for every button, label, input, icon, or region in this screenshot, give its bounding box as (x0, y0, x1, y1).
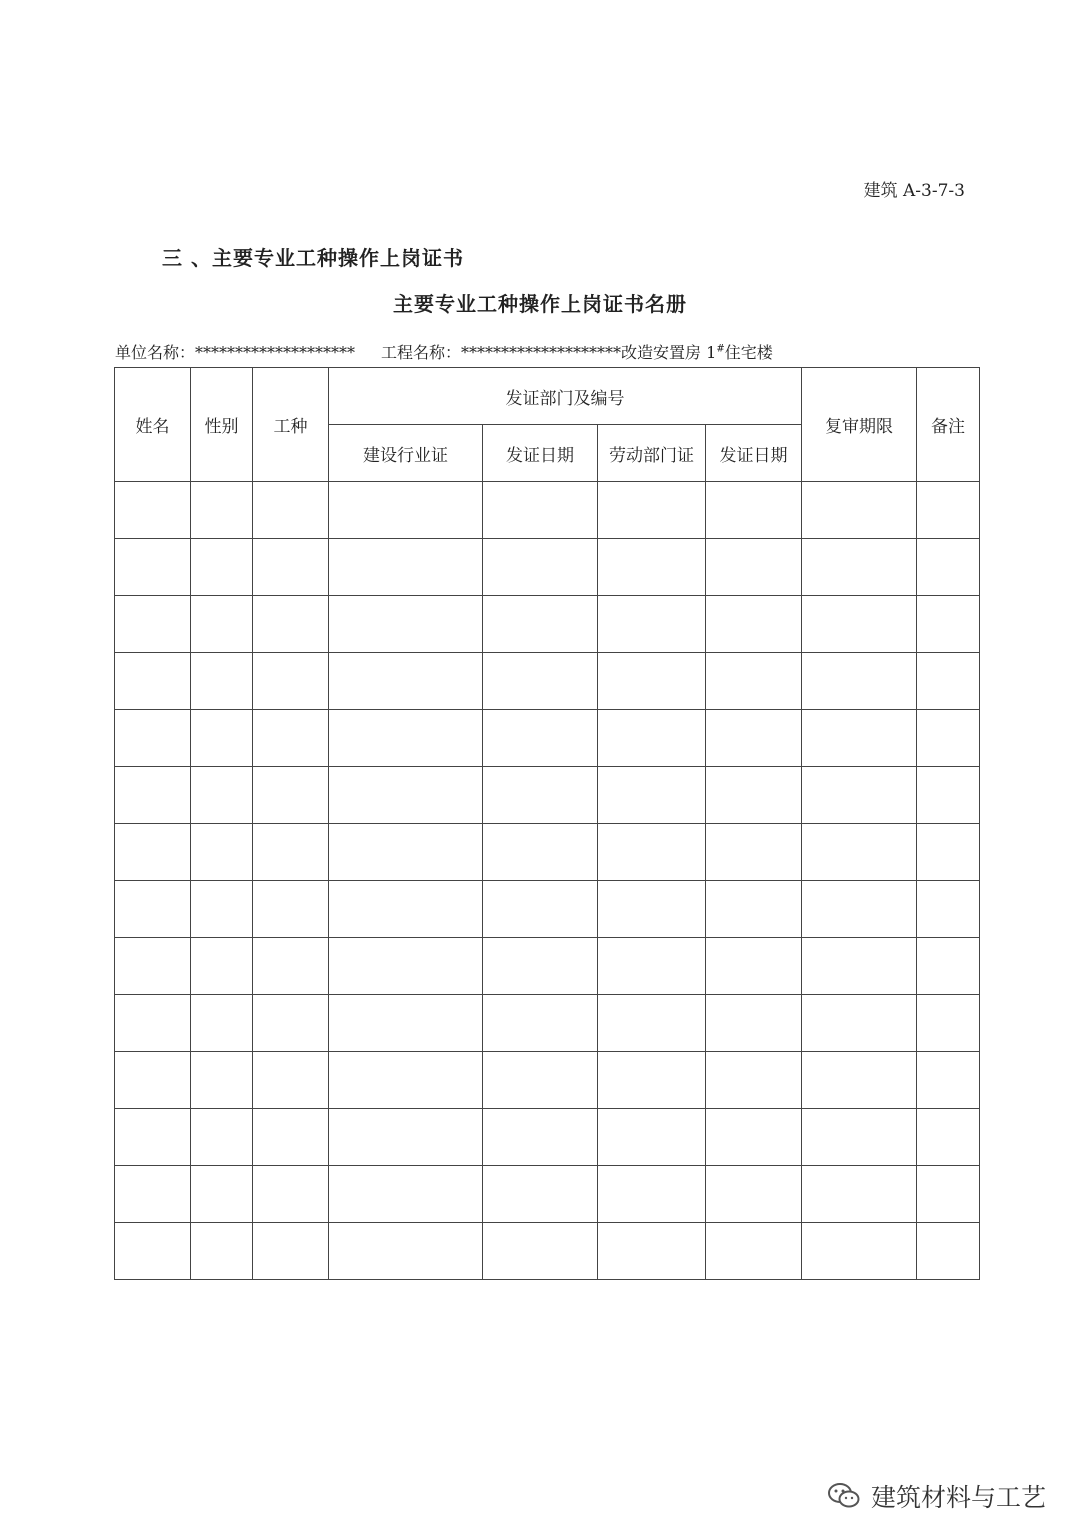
table-cell[interactable] (802, 938, 917, 995)
table-cell[interactable] (706, 1166, 802, 1223)
table-cell[interactable] (917, 653, 980, 710)
project-superscript: # (716, 343, 725, 355)
table-cell[interactable] (598, 653, 706, 710)
table-cell[interactable] (115, 995, 191, 1052)
table-cell[interactable] (329, 1166, 483, 1223)
table-cell[interactable] (706, 710, 802, 767)
table-cell[interactable] (802, 1166, 917, 1223)
table-cell[interactable] (598, 1166, 706, 1223)
table-cell[interactable] (191, 539, 253, 596)
table-cell[interactable] (483, 1166, 598, 1223)
table-cell[interactable] (802, 881, 917, 938)
table-cell[interactable] (706, 653, 802, 710)
project-label: 工程名称： (381, 343, 462, 362)
table-cell[interactable] (598, 938, 706, 995)
table-cell[interactable] (706, 482, 802, 539)
table-row (115, 1166, 980, 1223)
table-cell[interactable] (917, 995, 980, 1052)
table-row (115, 995, 980, 1052)
unit-value: ******************** (195, 343, 356, 362)
table-cell[interactable] (802, 596, 917, 653)
table-cell[interactable] (917, 1052, 980, 1109)
table-cell[interactable] (253, 881, 329, 938)
table-row (115, 539, 980, 596)
table-cell[interactable] (253, 767, 329, 824)
table-cell[interactable] (115, 1223, 191, 1280)
table-cell[interactable] (253, 482, 329, 539)
table-cell[interactable] (802, 767, 917, 824)
table-cell[interactable] (802, 482, 917, 539)
table-cell[interactable] (253, 1109, 329, 1166)
table-cell[interactable] (917, 710, 980, 767)
header-review-period: 复审期限 (802, 368, 917, 482)
table-cell[interactable] (802, 995, 917, 1052)
table-cell[interactable] (191, 1109, 253, 1166)
table-cell[interactable] (329, 881, 483, 938)
table-cell[interactable] (253, 596, 329, 653)
table-cell[interactable] (917, 824, 980, 881)
table-cell[interactable] (917, 938, 980, 995)
table-cell[interactable] (706, 596, 802, 653)
unit-label: 单位名称： (115, 343, 196, 362)
table-cell[interactable] (598, 824, 706, 881)
header-construction-cert: 建设行业证 (329, 425, 483, 482)
table-cell[interactable] (598, 1223, 706, 1280)
table-cell[interactable] (706, 539, 802, 596)
table-cell[interactable] (191, 938, 253, 995)
table-cell[interactable] (115, 539, 191, 596)
table-cell[interactable] (191, 596, 253, 653)
section-title: 三 、主要专业工种操作上岗证书 (162, 246, 464, 270)
table-cell[interactable] (329, 938, 483, 995)
table-cell[interactable] (598, 995, 706, 1052)
table-cell[interactable] (598, 539, 706, 596)
table-row (115, 824, 980, 881)
table-cell[interactable] (329, 1223, 483, 1280)
table-cell[interactable] (706, 1052, 802, 1109)
table-cell[interactable] (115, 596, 191, 653)
table-cell[interactable] (917, 1166, 980, 1223)
table-cell[interactable] (802, 653, 917, 710)
table-cell[interactable] (917, 1109, 980, 1166)
table-cell[interactable] (191, 653, 253, 710)
table-cell[interactable] (191, 1052, 253, 1109)
header-labor-cert: 劳动部门证 (598, 425, 706, 482)
table-cell[interactable] (115, 824, 191, 881)
table-cell[interactable] (802, 710, 917, 767)
table-row (115, 1109, 980, 1166)
table-cell[interactable] (706, 1109, 802, 1166)
header-issuing-group: 发证部门及编号 (329, 368, 802, 425)
roster-body (115, 482, 980, 1280)
table-cell[interactable] (253, 653, 329, 710)
table-cell[interactable] (115, 1109, 191, 1166)
table-cell[interactable] (598, 710, 706, 767)
info-line (115, 340, 773, 363)
header-trade: 工种 (253, 368, 329, 482)
table-cell[interactable] (483, 596, 598, 653)
table-cell[interactable] (598, 596, 706, 653)
table-cell[interactable] (598, 1109, 706, 1166)
table-cell[interactable] (483, 539, 598, 596)
table-cell[interactable] (706, 995, 802, 1052)
table-cell[interactable] (483, 767, 598, 824)
table-cell[interactable] (483, 710, 598, 767)
table-cell[interactable] (115, 881, 191, 938)
table-cell[interactable] (191, 482, 253, 539)
table-cell[interactable] (329, 1052, 483, 1109)
table-cell[interactable] (329, 995, 483, 1052)
table-row (115, 1223, 980, 1280)
table-cell[interactable] (802, 824, 917, 881)
table-cell[interactable] (115, 1166, 191, 1223)
table-cell[interactable] (253, 539, 329, 596)
watermark (827, 1478, 1046, 1514)
document-code: 建筑 A-3-7-3 (863, 181, 965, 201)
table-row (115, 881, 980, 938)
table-cell[interactable] (917, 539, 980, 596)
table-cell[interactable] (253, 1052, 329, 1109)
table-cell[interactable] (598, 482, 706, 539)
certificate-roster-table (114, 367, 980, 1280)
table-row (115, 767, 980, 824)
table-cell[interactable] (115, 482, 191, 539)
table-cell[interactable] (706, 824, 802, 881)
table-cell[interactable] (483, 938, 598, 995)
table-cell[interactable] (917, 482, 980, 539)
project-value: ********************改造安置房 1 (461, 343, 717, 362)
wechat-icon (827, 1481, 861, 1511)
table-cell[interactable] (329, 824, 483, 881)
table-cell[interactable] (802, 1052, 917, 1109)
table-cell[interactable] (253, 938, 329, 995)
table-cell[interactable] (191, 767, 253, 824)
table-cell[interactable] (917, 767, 980, 824)
table-cell[interactable] (253, 995, 329, 1052)
table-cell[interactable] (253, 710, 329, 767)
table-row (115, 653, 980, 710)
table-cell[interactable] (706, 938, 802, 995)
table-cell[interactable] (191, 1166, 253, 1223)
form-title: 主要专业工种操作上岗证书名册 (393, 292, 687, 316)
table-cell[interactable] (191, 710, 253, 767)
table-cell[interactable] (329, 596, 483, 653)
table-cell[interactable] (253, 1166, 329, 1223)
table-cell[interactable] (917, 596, 980, 653)
table-cell[interactable] (115, 767, 191, 824)
watermark-text: 建筑材料与工艺 (870, 1483, 1046, 1512)
table-cell[interactable] (483, 881, 598, 938)
header-issue-date-2: 发证日期 (706, 425, 802, 482)
table-cell[interactable] (706, 1223, 802, 1280)
table-cell[interactable] (329, 653, 483, 710)
table-cell[interactable] (115, 710, 191, 767)
table-cell[interactable] (483, 824, 598, 881)
table-cell[interactable] (329, 767, 483, 824)
table-cell[interactable] (253, 1223, 329, 1280)
table-cell[interactable] (253, 824, 329, 881)
table-cell[interactable] (483, 1109, 598, 1166)
header-name: 姓名 (115, 368, 191, 482)
table-cell[interactable] (483, 482, 598, 539)
header-gender: 性别 (191, 368, 253, 482)
table-cell[interactable] (802, 539, 917, 596)
table-row (115, 482, 980, 539)
header-issue-date-1: 发证日期 (483, 425, 598, 482)
table-cell[interactable] (483, 995, 598, 1052)
table-cell[interactable] (191, 1223, 253, 1280)
table-cell[interactable] (917, 1223, 980, 1280)
table-cell[interactable] (802, 1109, 917, 1166)
table-cell[interactable] (706, 881, 802, 938)
table-cell[interactable] (598, 767, 706, 824)
table-cell[interactable] (329, 539, 483, 596)
header-remarks: 备注 (917, 368, 980, 482)
table-cell[interactable] (115, 653, 191, 710)
table-cell[interactable] (191, 881, 253, 938)
table-cell[interactable] (483, 1052, 598, 1109)
table-cell[interactable] (115, 1052, 191, 1109)
project-suffix: 住宅楼 (724, 343, 773, 362)
table-cell[interactable] (329, 1109, 483, 1166)
table-row (115, 710, 980, 767)
table-cell[interactable] (483, 1223, 598, 1280)
table-cell[interactable] (191, 824, 253, 881)
table-cell[interactable] (706, 767, 802, 824)
table-cell[interactable] (329, 710, 483, 767)
table-cell[interactable] (329, 482, 483, 539)
table-cell[interactable] (917, 881, 980, 938)
table-cell[interactable] (598, 881, 706, 938)
table-cell[interactable] (802, 1223, 917, 1280)
table-row (115, 938, 980, 995)
table-cell[interactable] (483, 653, 598, 710)
table-cell[interactable] (115, 938, 191, 995)
table-row (115, 596, 980, 653)
table-cell[interactable] (598, 1052, 706, 1109)
table-row (115, 1052, 980, 1109)
table-cell[interactable] (191, 995, 253, 1052)
